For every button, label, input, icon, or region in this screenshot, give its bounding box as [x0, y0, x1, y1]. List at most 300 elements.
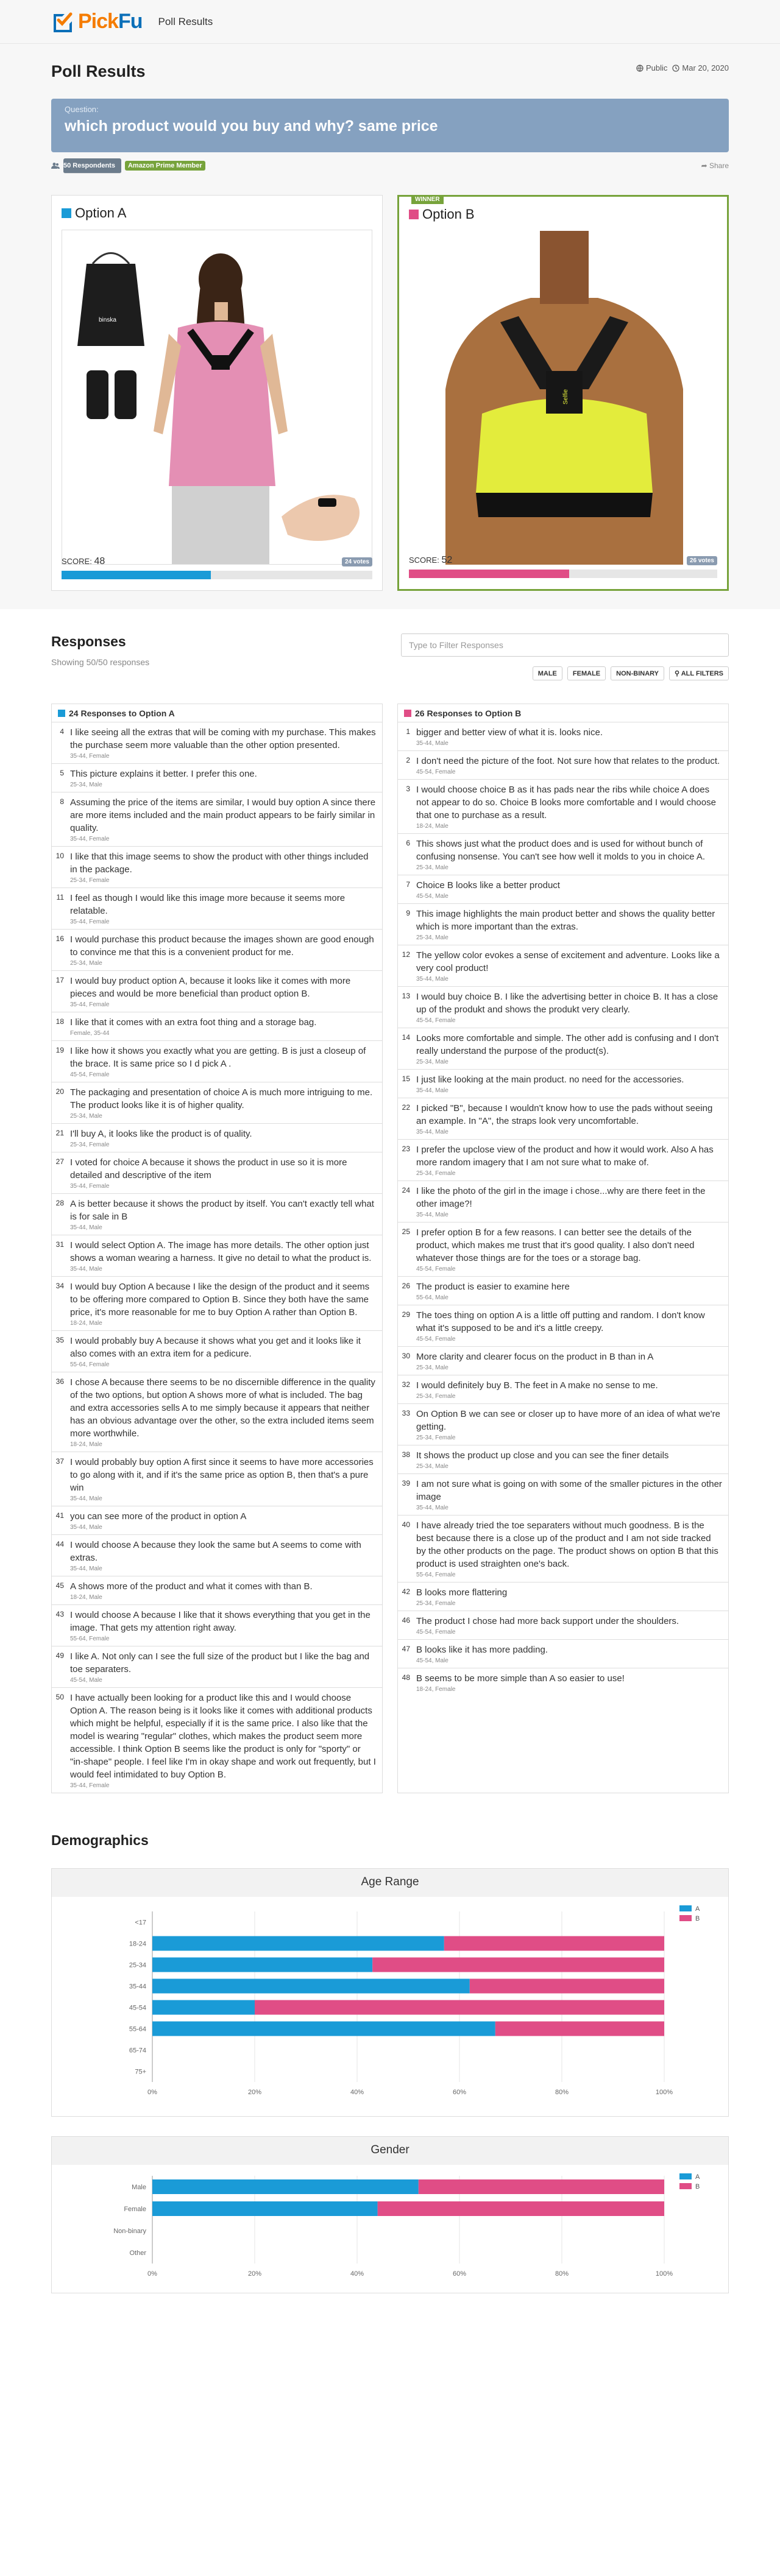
- response-demographics: 45-54, Male: [416, 1657, 448, 1664]
- category-label: 65-74: [129, 2047, 146, 2055]
- x-tick-label: 40%: [350, 2089, 364, 2096]
- response-number: 12: [402, 950, 410, 959]
- response-number: 9: [406, 909, 410, 917]
- bar-b-55-64[interactable]: [495, 2022, 664, 2036]
- poll-date: Mar 20, 2020: [672, 63, 729, 72]
- response-item: [52, 1576, 382, 1605]
- response-text: I would probably buy option A first since it seems to have more accessories to go along with it, and if it's the same price as option B, then that's a pure win: [70, 1457, 374, 1493]
- response-item: [52, 1688, 382, 1793]
- legend-swatch: [679, 2173, 692, 2179]
- category-label: 18-24: [129, 1940, 146, 1948]
- brace-logo-text: Selfie: [562, 389, 569, 404]
- x-tick-label: 80%: [555, 2089, 569, 2096]
- response-number: 49: [55, 1651, 64, 1660]
- response-item: [398, 1404, 728, 1445]
- response-demographics: 25-34, Female: [416, 1393, 456, 1400]
- response-text: B seems to be more simple than A so easier to use!: [416, 1673, 625, 1684]
- response-text: bigger and better view of what it is. looks nice.: [416, 727, 603, 738]
- response-demographics: 35-44, Male: [70, 1524, 102, 1531]
- response-text: I would probably buy A because it shows what you get and it looks like it also comes with an extra item for a pedicure.: [70, 1336, 361, 1359]
- response-item: [52, 930, 382, 971]
- bar-b-35-44[interactable]: [470, 1979, 664, 1994]
- filter-responses-input[interactable]: Type to Filter Responses: [401, 633, 729, 657]
- response-item: [398, 1474, 728, 1516]
- response-demographics: 18-24, Male: [70, 1594, 102, 1601]
- filter-icon: ⚲: [675, 670, 680, 677]
- option-a-score: SCORE: 48: [62, 556, 105, 566]
- response-text: This image highlights the main product better and shows the quality better which is more important than the extras.: [416, 909, 715, 932]
- response-item: [52, 1277, 382, 1331]
- response-text: I picked "B", because I wouldn't know how to use the pads without seeing an example. In "A", the straps look very uncomfortable.: [416, 1103, 713, 1126]
- response-item: [52, 888, 382, 930]
- clock-icon: [672, 65, 679, 72]
- response-number: 23: [402, 1145, 410, 1153]
- response-text: I am not sure what is going on with some of the smaller pictures in the other image: [416, 1479, 722, 1502]
- option-a-color-swatch: [58, 710, 65, 717]
- page-title: Poll Results: [51, 62, 146, 80]
- category-label: 35-44: [129, 1983, 146, 1991]
- bar-b-45-54[interactable]: [255, 2000, 664, 2015]
- demographics-section: [0, 1832, 780, 2293]
- response-text: A is better because it shows the product by itself. You can't exactly tell what is for sale in B: [70, 1199, 374, 1222]
- legend-label: B: [695, 2183, 700, 2190]
- logo-icon: [51, 10, 74, 34]
- response-item: [52, 1646, 382, 1688]
- response-demographics: 25-34, Male: [70, 782, 102, 788]
- x-tick-label: 0%: [147, 2270, 157, 2278]
- option-b-votes: 26 votes: [687, 556, 717, 565]
- bar-a-Female[interactable]: [152, 2201, 378, 2216]
- response-text: I like seeing all the extras that will be coming with my purchase. This makes the purchase seem more valuable than the other option presented.: [70, 727, 376, 750]
- response-text: I prefer option B for a few reasons. I can better see the details of the product, which makes me trust that it's good quality. I also don't need whatever those things are for the toes or a storage bag.: [416, 1227, 695, 1263]
- response-text: I don't need the picture of the foot. Not sure how that relates to the product.: [416, 756, 720, 766]
- response-number: 35: [55, 1336, 64, 1344]
- option-b-score-bar: [409, 570, 717, 578]
- option-b-responses-title: 26 Responses to Option B: [415, 708, 522, 718]
- response-number: 15: [402, 1075, 410, 1083]
- response-item: [52, 1082, 382, 1124]
- response-text: I just like looking at the main product. no need for the accessories.: [416, 1075, 684, 1085]
- response-number: 21: [55, 1129, 64, 1137]
- bar-a-35-44[interactable]: [152, 1979, 470, 1994]
- response-demographics: 18-24, Male: [70, 1320, 102, 1327]
- x-tick-label: 20%: [247, 2089, 262, 2096]
- response-item: [398, 1305, 728, 1347]
- response-demographics: 55-64, Female: [70, 1636, 110, 1642]
- response-number: 11: [56, 893, 64, 902]
- response-number: 48: [402, 1673, 410, 1682]
- response-number: 4: [60, 727, 64, 736]
- bag-logo-text: binska: [99, 317, 116, 323]
- response-item: [398, 1583, 728, 1611]
- x-tick-label: 100%: [655, 2270, 673, 2278]
- response-number: 26: [402, 1282, 410, 1290]
- response-text: This shows just what the product does and is used for without bunch of confusing nonsense. You can't see how well it molds to you in choice A.: [416, 839, 705, 862]
- response-number: 7: [406, 880, 410, 889]
- response-demographics: 35-44, Male: [70, 1565, 102, 1572]
- response-text: I have actually been looking for a product like this and I would choose Option A. The reason being is it looks like it comes with additional products which might be helpful, especially if it is the same price. I also like that the model is wearing "regular" clothes, which makes the product seem more accessible. I think Option B seems like the product is only for "sporty" or "in-shape" people. I feel like I'm in okay shape and work out frequently, but I would feel intimidated to buy Option B.: [70, 1693, 376, 1780]
- response-text: On Option B we can see or closer up to have more of an idea of what we're getting.: [416, 1409, 720, 1432]
- question-text: which product would you buy and why? same price: [65, 118, 438, 135]
- response-text: I would purchase this product because the images shown are good enough to convince me that this is a convenient product for me.: [70, 934, 374, 958]
- legend-label: A: [695, 1905, 700, 1913]
- response-text: It shows the product up close and you can see the finer details: [416, 1450, 669, 1461]
- option-b-color-swatch: [409, 210, 419, 219]
- response-text: I would buy choice B. I like the advertising better in choice B. It has a close up of the produkt and shows the produkt very clearly.: [416, 992, 718, 1015]
- response-text: I like how it shows you exactly what you are getting. B is just a closeup of the brace. It is same price so I d pick A .: [70, 1046, 366, 1069]
- response-demographics: 25-34, Female: [416, 1170, 456, 1177]
- response-text: The toes thing on option A is a little off putting and random. I don't know what it's supposed to be and it's a little creepy.: [416, 1310, 705, 1333]
- response-number: 22: [402, 1103, 410, 1112]
- response-number: 14: [402, 1033, 410, 1042]
- response-text: I like the photo of the girl in the image i chose...why are there feet in the other image?!: [416, 1186, 706, 1209]
- response-item: [398, 722, 728, 751]
- responses-count: Showing 50/50 responses: [51, 657, 150, 667]
- response-item: [398, 1347, 728, 1375]
- response-number: 17: [55, 976, 64, 984]
- response-demographics: 45-54, Female: [416, 1336, 456, 1343]
- response-text: The product I chose had more back support under the shoulders.: [416, 1616, 679, 1626]
- response-demographics: 25-34, Male: [416, 1463, 448, 1470]
- response-number: 29: [402, 1310, 410, 1319]
- bar-b-Female[interactable]: [378, 2201, 664, 2216]
- response-item: [52, 1331, 382, 1372]
- response-text: I like that it comes with an extra foot thing and a storage bag.: [70, 1017, 317, 1028]
- age-range-chart-card: [51, 1868, 729, 2117]
- bar-a-25-34[interactable]: [152, 1958, 372, 1972]
- response-item: [398, 834, 728, 875]
- response-text: I would definitely buy B. The feet in A make no sense to me.: [416, 1380, 658, 1391]
- response-number: 24: [402, 1186, 410, 1194]
- question-box: [51, 99, 729, 152]
- response-demographics: 25-34, Female: [70, 877, 110, 884]
- option-a-score-bar: [62, 571, 372, 579]
- pickfu-logo[interactable]: [51, 10, 143, 34]
- response-text: I feel as though I would like this image more because it seems more relatable.: [70, 893, 346, 916]
- response-number: 1: [406, 727, 410, 736]
- response-demographics: 35-44, Female: [70, 753, 110, 760]
- response-demographics: 55-64, Female: [416, 1572, 456, 1578]
- legend-swatch: [679, 1905, 692, 1911]
- option-b-image[interactable]: [409, 231, 717, 566]
- response-demographics: 45-54, Female: [416, 769, 456, 775]
- response-demographics: 45-54, Male: [416, 893, 448, 900]
- response-item: [52, 847, 382, 888]
- gender-chart: [52, 2165, 728, 2293]
- response-item: [52, 1124, 382, 1152]
- gender-chart-title: Gender: [52, 2137, 728, 2165]
- visibility-indicator: Public: [636, 63, 667, 72]
- response-number: 34: [55, 1282, 64, 1290]
- response-item: [52, 1605, 382, 1646]
- option-b-color-swatch: [404, 710, 411, 717]
- response-demographics: Female, 35-44: [70, 1030, 110, 1037]
- response-demographics: 25-34, Male: [416, 1364, 448, 1371]
- category-label: Female: [124, 2206, 146, 2213]
- bar-a-Male[interactable]: [152, 2179, 419, 2194]
- option-b-card[interactable]: [397, 195, 729, 591]
- response-text: I would buy product option A, because it looks like it comes with more pieces and would be more beneficial than product option B.: [70, 976, 351, 999]
- response-demographics: 55-64, Male: [416, 1294, 448, 1301]
- age-range-chart-title: Age Range: [52, 1869, 728, 1897]
- age-range-chart: [52, 1897, 728, 2116]
- all-filters-button[interactable]: ⚲ ALL FILTERS: [669, 666, 729, 680]
- response-number: 30: [402, 1352, 410, 1360]
- response-text: More clarity and clearer focus on the product in B than in A: [416, 1352, 654, 1362]
- response-number: 50: [55, 1693, 64, 1701]
- response-item: [398, 751, 728, 780]
- response-demographics: 25-34, Male: [416, 864, 448, 871]
- response-item: [398, 1516, 728, 1583]
- share-icon: ➦: [701, 161, 707, 170]
- option-a-responses-title: 24 Responses to Option A: [69, 708, 175, 718]
- response-item: [52, 1012, 382, 1041]
- response-item: [52, 1194, 382, 1235]
- top-navbar: [0, 0, 780, 44]
- prime-member-badge: Amazon Prime Member: [125, 161, 205, 171]
- response-number: 43: [55, 1610, 64, 1618]
- demographics-title: Demographics: [51, 1832, 149, 1848]
- response-text: Looks more comfortable and simple. The other add is confusing and I don't really understand the purpose of the product(s).: [416, 1033, 719, 1056]
- response-text: Assuming the price of the items are similar, I would buy option A since there are more items included and the main product appears to be fairly similar in quality.: [70, 797, 376, 833]
- question-label: Question:: [65, 105, 99, 114]
- option-a-card[interactable]: [51, 195, 383, 591]
- response-demographics: 25-34, Female: [416, 1434, 456, 1441]
- response-number: 8: [60, 797, 64, 806]
- logo-text: PickFu: [78, 10, 143, 33]
- winner-badge: WINNER: [411, 195, 444, 204]
- response-number: 39: [402, 1479, 410, 1487]
- response-number: 13: [402, 992, 410, 1000]
- legend-swatch: [679, 1915, 692, 1921]
- response-demographics: 45-54, Female: [416, 1017, 456, 1024]
- globe-icon: [636, 65, 644, 72]
- response-number: 16: [55, 934, 64, 943]
- response-text: I would choose A because I like that it shows everything that you get in the image. That gets my attention right away.: [70, 1610, 370, 1633]
- response-number: 40: [402, 1520, 410, 1529]
- response-text: I would select Option A. The image has more details. The other option just shows a woman wearing a harness. It give no detail to what the product is.: [70, 1240, 372, 1263]
- response-item: [52, 1452, 382, 1506]
- nav-title: Poll Results: [158, 15, 213, 27]
- response-item: [398, 1668, 728, 1696]
- category-label: 45-54: [129, 2004, 146, 2012]
- category-label: 55-64: [129, 2025, 146, 2033]
- response-item: [398, 945, 728, 987]
- response-demographics: 18-24, Female: [416, 1686, 456, 1693]
- response-text: I like A. Not only can I see the full size of the product but I like the bag and toe separaters.: [70, 1651, 370, 1674]
- response-text: you can see more of the product in option A: [70, 1511, 247, 1522]
- category-label: <17: [135, 1919, 146, 1927]
- response-demographics: 25-34, Female: [416, 1600, 456, 1607]
- response-demographics: 25-34, Male: [416, 934, 448, 941]
- response-item: [52, 1372, 382, 1452]
- response-item: [52, 1041, 382, 1082]
- response-demographics: 25-34, Male: [70, 1113, 102, 1120]
- response-number: 38: [402, 1450, 410, 1459]
- legend-label: B: [695, 1915, 700, 1922]
- response-item: [398, 1445, 728, 1474]
- response-text: I would choose A because they look the same but A seems to come with extras.: [70, 1540, 361, 1563]
- response-item: [52, 764, 382, 792]
- option-b-title: Option B: [422, 206, 475, 222]
- bar-a-55-64[interactable]: [152, 2022, 495, 2036]
- response-demographics: 35-44, Male: [416, 1087, 448, 1094]
- gender-chart-card: [51, 2136, 729, 2293]
- respondents-badge: 50 Respondents: [63, 158, 121, 174]
- category-label: 75+: [135, 2068, 146, 2076]
- response-text: A shows more of the product and what it comes with than B.: [70, 1581, 313, 1592]
- response-item: [398, 1611, 728, 1640]
- response-text: I voted for choice A because it shows the product in use so it is more detailed and descriptive of the item: [70, 1157, 347, 1180]
- response-demographics: 25-34, Female: [70, 1142, 110, 1148]
- bar-a-45-54[interactable]: [152, 2000, 255, 2015]
- response-item: [398, 780, 728, 834]
- response-number: 33: [402, 1409, 410, 1417]
- response-text: Choice B looks like a better product: [416, 880, 560, 891]
- response-item: [398, 1070, 728, 1098]
- response-demographics: 35-44, Female: [70, 836, 110, 842]
- response-demographics: 35-44, Male: [70, 1266, 102, 1272]
- category-label: Other: [129, 2250, 146, 2257]
- response-number: 45: [55, 1581, 64, 1590]
- filter-female-button[interactable]: FEMALE: [567, 666, 606, 680]
- response-text: This picture explains it better. I prefer this one.: [70, 769, 257, 779]
- response-demographics: 45-54, Female: [416, 1629, 456, 1636]
- option-a-image[interactable]: [62, 230, 372, 565]
- response-number: 6: [406, 839, 410, 847]
- response-text: The packaging and presentation of choice A is much more intriguing to me. The product looks like it is of higher quality.: [70, 1087, 373, 1110]
- response-text: I would buy Option A because I like the design of the product and it seems to be offering more compared to Option B. Since they both have the same price, it's more reasonable for me to buy Option A rather than Option B.: [70, 1282, 370, 1318]
- option-a-votes: 24 votes: [342, 557, 372, 566]
- response-demographics: 35-44, Male: [70, 1495, 102, 1502]
- response-number: 19: [55, 1046, 64, 1054]
- response-item: [52, 1235, 382, 1277]
- response-number: 28: [55, 1199, 64, 1207]
- users-icon: [51, 162, 60, 169]
- response-number: 2: [406, 756, 410, 764]
- option-b-responses: [397, 704, 729, 1793]
- x-tick-label: 80%: [555, 2270, 569, 2278]
- response-number: 41: [55, 1511, 64, 1520]
- response-number: 3: [406, 785, 410, 793]
- legend-label: A: [695, 2173, 700, 2181]
- response-demographics: 45-54, Female: [70, 1071, 110, 1078]
- category-label: 25-34: [129, 1961, 146, 1969]
- response-number: 27: [55, 1157, 64, 1166]
- x-tick-label: 60%: [452, 2270, 467, 2278]
- responses-title: Responses: [51, 633, 126, 649]
- response-demographics: 45-54, Female: [416, 1266, 456, 1272]
- response-demographics: 35-44, Male: [416, 1505, 448, 1511]
- response-demographics: 35-44, Female: [70, 919, 110, 925]
- response-demographics: 35-44, Female: [70, 1001, 110, 1008]
- category-label: Male: [132, 2184, 146, 2191]
- response-text: I would choose choice B as it has pads near the ribs while choice A does not appear to do so. Choice B looks more comfortable and I would choose that one to purchase as a result.: [416, 785, 716, 820]
- response-text: The product is easier to examine here: [416, 1282, 570, 1292]
- response-number: 32: [402, 1380, 410, 1389]
- legend-swatch: [679, 2183, 692, 2189]
- response-text: I prefer the upclose view of the product and how it would work. Also A has more random imagery that I am not sure what to make of.: [416, 1145, 714, 1168]
- response-demographics: 45-54, Male: [70, 1677, 102, 1684]
- response-demographics: 35-44, Female: [70, 1183, 110, 1190]
- response-demographics: 35-44, Female: [70, 1782, 110, 1789]
- response-item: [52, 792, 382, 847]
- bar-b-18-24[interactable]: [444, 1936, 664, 1951]
- poll-summary: [0, 44, 780, 609]
- response-item: [398, 1640, 728, 1668]
- option-a-color-swatch: [62, 208, 71, 218]
- filter-male-button[interactable]: MALE: [533, 666, 562, 680]
- response-demographics: 18-24, Male: [416, 823, 448, 830]
- response-text: I like that this image seems to show the product with other things included in the package.: [70, 852, 369, 875]
- response-demographics: 25-34, Male: [416, 1059, 448, 1065]
- response-number: 37: [55, 1457, 64, 1466]
- x-tick-label: 0%: [147, 2089, 157, 2096]
- response-item: [398, 1223, 728, 1277]
- response-item: [52, 971, 382, 1012]
- response-item: [398, 1028, 728, 1070]
- response-number: 47: [402, 1645, 410, 1653]
- response-item: [398, 1277, 728, 1305]
- response-text: B looks more flattering: [416, 1587, 508, 1598]
- x-tick-label: 20%: [247, 2270, 262, 2278]
- x-tick-label: 40%: [350, 2270, 364, 2278]
- response-demographics: 18-24, Male: [70, 1441, 102, 1448]
- response-text: I'll buy A, it looks like the product is of quality.: [70, 1129, 252, 1139]
- option-b-score: SCORE: 52: [409, 555, 453, 565]
- response-item: [398, 1140, 728, 1181]
- response-number: 44: [55, 1540, 64, 1548]
- response-item: [398, 904, 728, 945]
- response-demographics: 55-64, Female: [70, 1361, 110, 1368]
- response-number: 10: [55, 852, 64, 860]
- response-item: [398, 987, 728, 1028]
- response-item: [398, 1375, 728, 1404]
- response-number: 5: [60, 769, 64, 777]
- x-tick-label: 60%: [452, 2089, 467, 2096]
- response-demographics: 25-34, Male: [70, 960, 102, 967]
- response-text: I chose A because there seems to be no discernible difference in the quality of the two options, but option A shows more of what is included. The bag and extra accessories sells A to me simply because it appears that neither has an obvious advantage over the other, so the extra included items seem more worthwhile.: [70, 1377, 375, 1439]
- response-item: [398, 875, 728, 904]
- bar-b-Male[interactable]: [419, 2179, 664, 2194]
- response-number: 36: [55, 1377, 64, 1386]
- response-item: [398, 1098, 728, 1140]
- response-item: [52, 722, 382, 764]
- response-demographics: 35-44, Male: [416, 1129, 448, 1135]
- response-item: [52, 1152, 382, 1194]
- response-text: B looks like it has more padding.: [416, 1645, 548, 1655]
- response-demographics: 35-44, Male: [416, 976, 448, 983]
- bar-a-18-24[interactable]: [152, 1936, 444, 1951]
- response-number: 31: [55, 1240, 64, 1249]
- response-text: I have already tried the toe separaters without much goodness. B is the best because there is a close up of the product and I am not side tracked by the other products on the page. The product shows on option B that this product is used straighten one's back.: [416, 1520, 718, 1569]
- response-number: 46: [402, 1616, 410, 1625]
- response-number: 20: [55, 1087, 64, 1096]
- response-item: [398, 1181, 728, 1223]
- share-link[interactable]: ➦ Share: [701, 161, 729, 170]
- response-number: 25: [402, 1227, 410, 1236]
- response-demographics: 35-44, Male: [416, 1212, 448, 1218]
- response-demographics: 35-44, Male: [70, 1224, 102, 1231]
- response-number: 42: [402, 1587, 410, 1596]
- option-a-responses: [51, 704, 383, 1793]
- filter-nonbinary-button[interactable]: NON-BINARY: [611, 666, 664, 680]
- response-demographics: 35-44, Male: [416, 740, 448, 747]
- response-item: [52, 1506, 382, 1535]
- responses-section: [0, 633, 780, 1793]
- option-a-title: Option A: [75, 205, 127, 221]
- bar-b-25-34[interactable]: [372, 1958, 664, 1972]
